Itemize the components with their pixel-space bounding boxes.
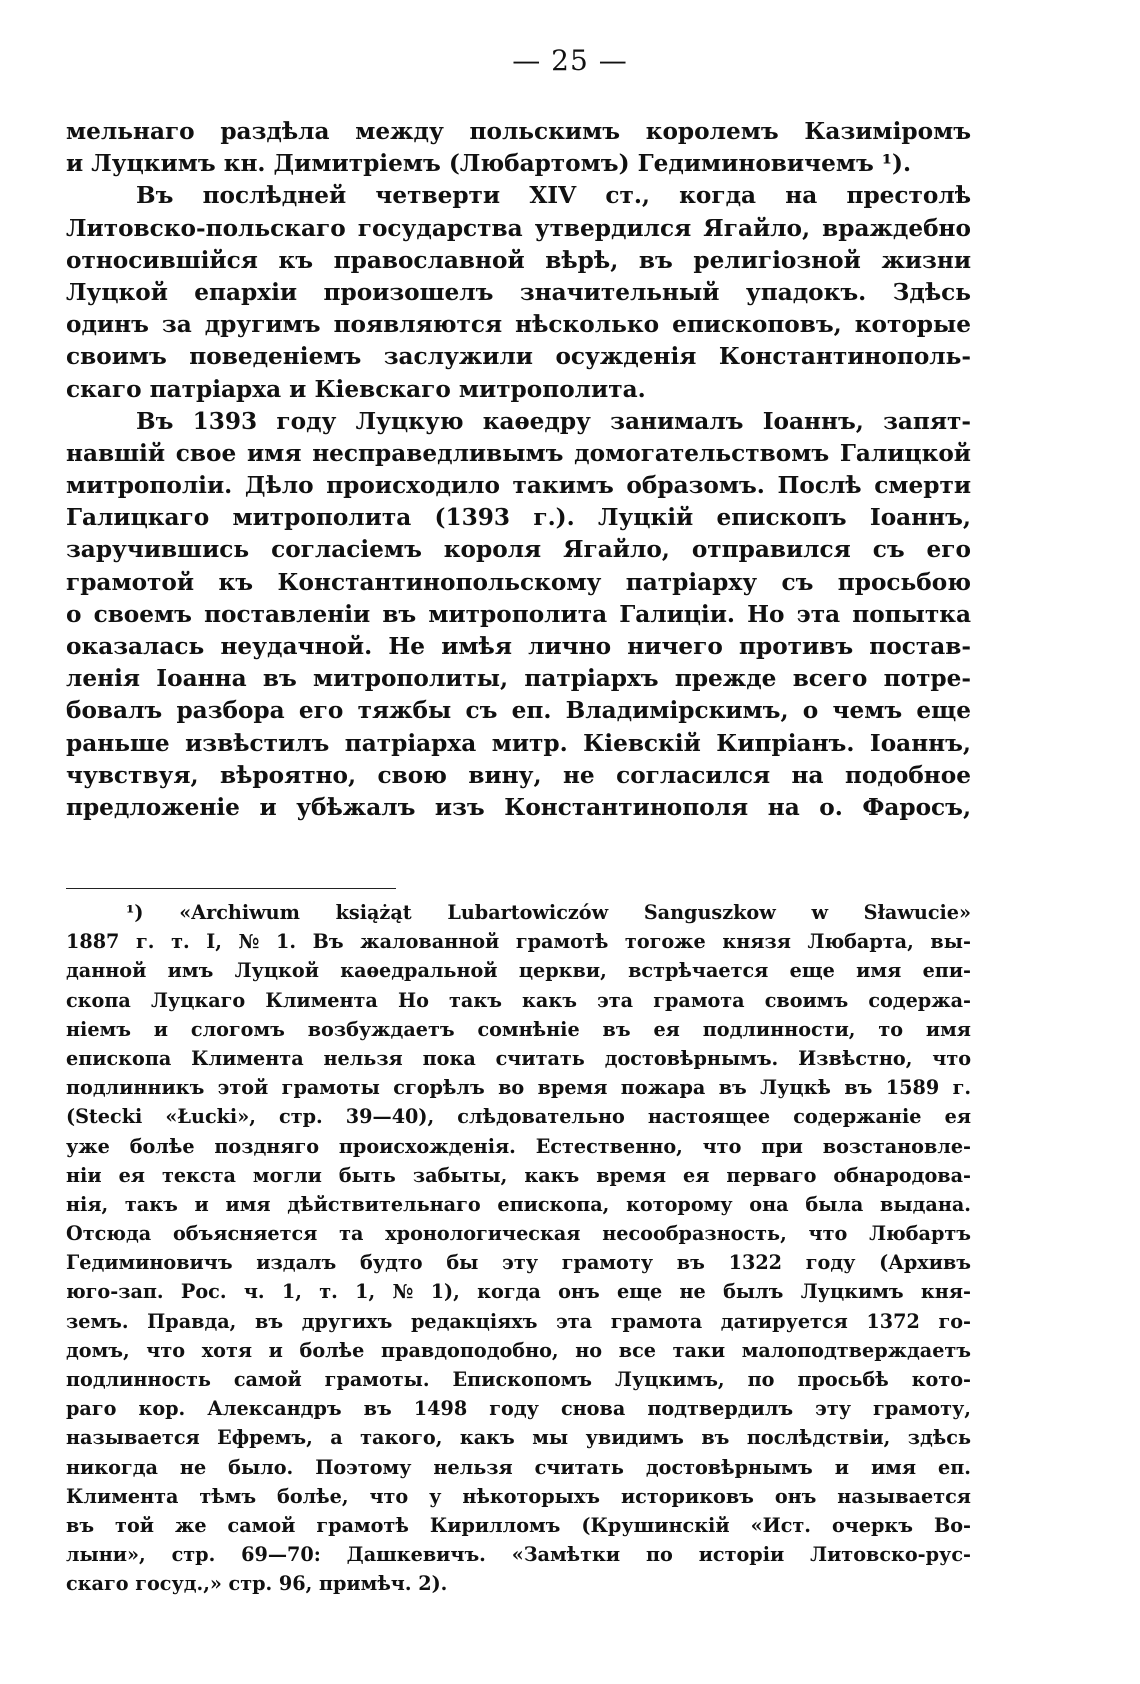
paragraph-start-line: Въ 1393 году Луцкую каѳедру занималъ Іоаннъ, запят- xyxy=(136,407,972,435)
text-line: бовалъ разбора его тяжбы съ еп. Владимірскимъ, о чемъ еще xyxy=(66,697,971,725)
footnote-line: никогда не было. Поэтому нельзя считать достовѣрнымъ и имя еп. xyxy=(66,1455,971,1479)
footnote-line: епископа Климента нельзя пока считать достовѣрнымъ. Извѣстно, что xyxy=(66,1046,972,1070)
text-line: предложеніе и убѣжалъ изъ Константинополя на о. Фаросъ, xyxy=(66,793,972,821)
footnote-line: уже болѣе поздняго происхожденія. Естественно, что при возстановле- xyxy=(66,1134,972,1158)
text-line: одинъ за другимъ появляются нѣсколько епископовъ, которые xyxy=(66,311,971,339)
footnote-separator xyxy=(66,888,396,889)
footnote-line: Климента тѣмъ болѣе, что у нѣкоторыхъ историковъ онъ называется xyxy=(66,1484,971,1508)
text-line: мельнаго раздѣла между польскимъ королемъ Казиміромъ xyxy=(66,118,971,145)
text-line: относившійся къ православной вѣрѣ, въ религіозной жизни xyxy=(66,246,972,274)
footnote-line: ніемъ и слогомъ возбуждаетъ сомнѣніе въ ея подлинности, то имя xyxy=(66,1017,971,1041)
text-line: своимъ поведеніемъ заслужили осужденія Константинополь- xyxy=(66,343,972,371)
footnote-line: данной имъ Луцкой каѳедральной церкви, встрѣчается еще имя епи- xyxy=(66,959,972,983)
footnote-line: юго-зап. Рос. ч. 1, т. 1, № 1), когда онъ еще не былъ Луцкимъ кня- xyxy=(66,1280,971,1304)
footnote-line: въ той же самой грамотѣ Кирилломъ (Крушинскій «Ист. очеркъ Во- xyxy=(66,1513,971,1537)
text-line: митрополіи. Дѣло происходило такимъ образомъ. Послѣ смерти xyxy=(66,472,972,500)
text-line: ленія Іоанна въ митрополиты, патріархъ прежде всего потре- xyxy=(66,665,972,693)
text-line: и Луцкимъ кн. Димитріемъ (Любартомъ) Гедиминовичемъ ¹). xyxy=(66,150,912,178)
text-line: о своемъ поставленіи въ митрополита Галиціи. Но эта попытка xyxy=(66,600,972,628)
main-text xyxy=(66,116,971,824)
text-line: грамотой къ Константинопольскому патріарху съ просьбою xyxy=(66,568,971,596)
footnote-line: 1887 г. т. I, № 1. Въ жалованной грамотѣ тогоже князя Любарта, вы- xyxy=(66,930,971,954)
footnote-line: Отсюда объясняется та хронологическая несообразность, что Любартъ xyxy=(66,1222,971,1246)
footnote-line: Гедиминовичъ издалъ будто бы эту грамоту въ 1322 году (Архивъ xyxy=(66,1251,972,1275)
footnote-line: земъ. Правда, въ другихъ редакціяхъ эта грамота датируется 1372 го- xyxy=(66,1309,971,1333)
footnote-line: ¹) «Archiwum książąt Lubartowiczów Sanguszkow w Sławucie» xyxy=(126,901,971,924)
text-line: Литовско-польскаго государства утвердился Ягайло, враждебно xyxy=(66,214,971,242)
footnote-line: домъ, что хотя и болѣе правдоподобно, но все таки малоподтверждаетъ xyxy=(66,1338,972,1362)
text-line: скаго патріарха и Кіевскаго митрополита. xyxy=(66,375,646,403)
paragraph-start-line: Въ послѣдней четверти XIV ст., когда на престолѣ xyxy=(136,182,972,210)
footnote-line: (Stecki «Łucki», стр. 39—40), слѣдовательно настоящее содержаніе ея xyxy=(66,1105,971,1129)
footnote-line: называется Ефремъ, а такого, какъ мы увидимъ въ послѣдствіи, здѣсь xyxy=(66,1426,971,1450)
footnote-line: раго кор. Александръ въ 1498 году снова подтвердилъ эту грамоту, xyxy=(66,1397,971,1421)
text-line: навшій свое имя несправедливымъ домогательствомъ Галицкой xyxy=(66,439,971,467)
footnote xyxy=(66,898,971,1599)
text-line: Галицкаго митрополита (1393 г.). Луцкій епископъ Іоаннъ, xyxy=(66,504,972,532)
text-line: заручившись согласіемъ короля Ягайло, отправился съ его xyxy=(66,536,971,564)
text-line: раньше извѣстилъ патріарха митр. Кіевскій Кипріанъ. Іоаннъ, xyxy=(66,729,972,757)
text-line: оказалась неудачной. Не имѣя лично ничего противъ постав- xyxy=(66,633,971,660)
footnote-line: нія, такъ и имя дѣйствительнаго епископа, которому она была выдана. xyxy=(66,1192,971,1216)
footnote-line: ніи ея текста могли быть забыты, какъ время ея перваго обнародова- xyxy=(66,1163,971,1187)
text-line: Луцкой епархіи произошелъ значительный упадокъ. Здѣсь xyxy=(66,278,971,306)
footnote-line: лыни», стр. 69—70: Дашкевичъ. «Замѣтки по исторіи Литовско-рус- xyxy=(66,1543,971,1567)
text-line: чувствуя, вѣроятно, свою вину, не согласился на подобное xyxy=(66,761,971,789)
footnote-line: подлинникъ этой грамоты сгорѣлъ во время пожара въ Луцкѣ въ 1589 г. xyxy=(66,1076,972,1100)
footnote-line: скопа Луцкаго Климента Но такъ какъ эта грамота своимъ содержа- xyxy=(66,988,971,1012)
footnote-line: подлинность самой грамоты. Епископомъ Луцкимъ, по просьбѣ кото- xyxy=(66,1368,972,1391)
footnote-line: скаго госуд.,» стр. 96, примѣч. 2). xyxy=(66,1572,448,1596)
page-number: — 25 — xyxy=(512,44,628,77)
